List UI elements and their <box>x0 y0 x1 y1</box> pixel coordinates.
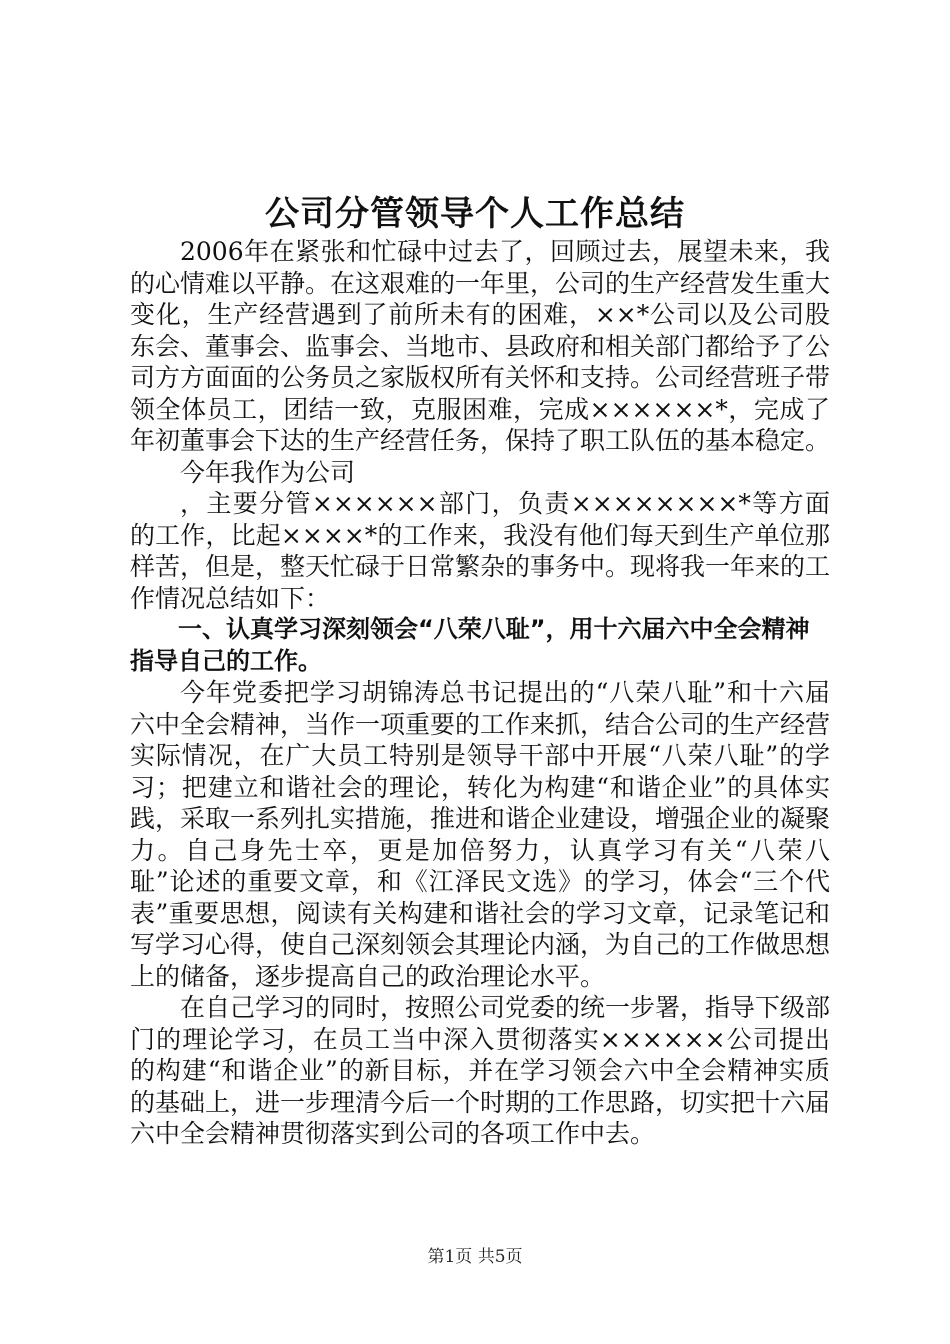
paragraph-study: 今年党委把学习胡锦涛总书记提出的“八荣八耻”和十六届六中全会精神，当作一项重要的工作来抓，结合公司的生产经营实际情况，在广大员工特别是领导干部中开展“八荣八耻”的学习；把建立和谐社会的理论，转化为构建“和谐企业”的具体实践，采取一系列扎实措施，推进和谐企业建设，增强企业的凝聚力。自己身先士卒，更是加倍努力，认真学习有关“八荣八耻”论述的重要文章，和《江泽民文选》的学习，体会“三个代表”重要思想，阅读有关构建和谐社会的学习文章，记录笔记和写学习心得，使自己深刻领会其理论内涵，为自己的工作做思想上的储备，逐步提高自己的政治理论水平。 <box>130 678 831 991</box>
paragraph-guidance: 在自己学习的同时，按照公司党委的统一步署，指导下级部门的理论学习，在员工当中深入贯彻落实××××××公司提出的构建“和谐企业”的新目标，并在学习领会六中全会精神实质的基础上，进一步理清今后一个时期的工作思路，切实把十六届六中全会精神贯彻落实到公司的各项工作中去。 <box>130 993 831 1148</box>
page-number-footer: 第1页 共5页 <box>427 1247 523 1267</box>
document-body <box>130 236 830 1150</box>
paragraph-intro: 2006年在紧张和忙碌中过去了，回顾过去，展望未来，我的心情难以平静。在这艰难的一年里，公司的生产经营发生重大变化，生产经营遇到了前所未有的困难，××*公司以及公司股东会、董事会、监事会、当地市、县政府和相关部门都给予了公司方方面面的公务员之家版权所有关怀和支持。公司经营班子带领全体员工，团结一致，克服困难，完成××××××*，完成了年初董事会下达的生产经营任务，保持了职工队伍的基本稳定。 <box>130 237 831 455</box>
paragraph-role: 今年我作为公司 <box>180 457 356 487</box>
paragraph-responsibilities: ，主要分管××××××部门，负责××××××××*等方面的工作，比起××××*的工作来，我没有他们每天到生产单位那样苦，但是，整天忙碌于日常繁杂的事务中。现将我一年来的工作情况总结如下： <box>130 489 831 613</box>
document-title: 公司分管领导个人工作总结 <box>265 194 685 234</box>
section-heading-1: 一、认真学习深刻领会“八荣八耻”，用十六届六中全会精神指导自己的工作。 <box>130 615 810 675</box>
